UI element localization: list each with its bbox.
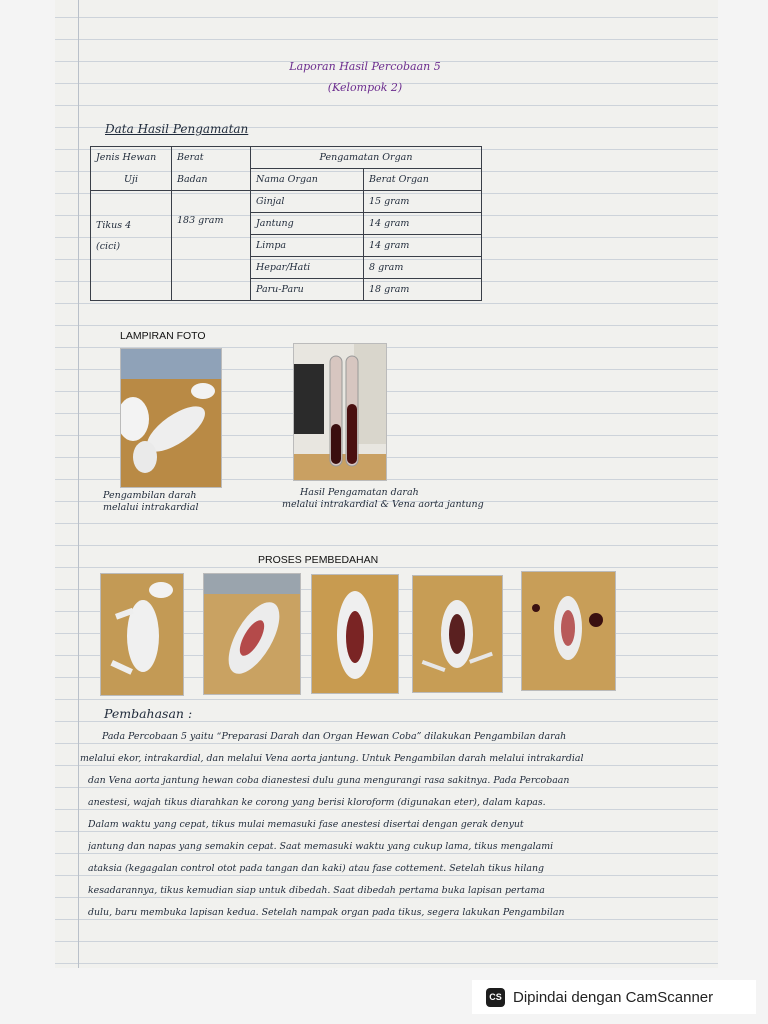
header-berat: Berat (172, 147, 251, 169)
photo-section-label: LAMPIRAN FOTO (120, 330, 206, 342)
header-nama-organ: Nama Organ (251, 169, 364, 191)
organ-weight: 14 gram (364, 213, 482, 235)
surgery-photo-4 (412, 575, 503, 693)
discussion-label: Pembahasan : (104, 706, 193, 721)
caption-blood-result: Hasil Pengamatan darah (300, 487, 419, 498)
surgery-photo-3-image (312, 575, 398, 693)
surgery-section-label: PROSES PEMBEDAHAN (258, 554, 379, 566)
header-badan: Badan (172, 169, 251, 191)
header-pengamatan-organ: Pengamatan Organ (251, 147, 482, 169)
animal-note: (cici) (96, 241, 121, 252)
organ-name: Jantung (251, 213, 364, 235)
margin-line (78, 0, 79, 968)
scanner-watermark (472, 980, 756, 1014)
discussion-line: dan Vena aorta jantung hewan coba dianestesi dulu guna mengurangi rasa sakitnya. Pada Percobaan (88, 775, 570, 786)
organ-weight: 8 gram (364, 257, 482, 279)
organ-weight: 18 gram (364, 279, 482, 301)
table-row (91, 191, 482, 213)
discussion-line: ataksia (kegagalan control otot pada tangan dan kaki) atau fase cottement. Setelah tikus hilang (88, 863, 545, 874)
surgery-photo-5-image (522, 572, 615, 690)
organ-name: Ginjal (251, 191, 364, 213)
discussion-line: Pada Percobaan 5 yaitu “Preparasi Darah dan Organ Hewan Coba” dilakukan Pengambilan darah (102, 731, 567, 742)
scanner-watermark-text: Dipindai dengan CamScanner (513, 988, 714, 1006)
surgery-photo-1 (100, 573, 184, 696)
organ-weight: 15 gram (364, 191, 482, 213)
discussion-line: anestesi, wajah tikus diarahkan ke corong yang berisi kloroform (digunakan eter), dalam kapas. (88, 797, 546, 808)
surgery-photo-1-image (101, 574, 183, 695)
table-row (91, 169, 482, 191)
discussion-paragraph (80, 726, 708, 924)
report-subtitle: (Kelompok 2) (327, 81, 403, 94)
photo-blood-draw-image (121, 349, 221, 487)
camscanner-icon: CS (486, 988, 505, 1007)
surgery-photo-2 (203, 573, 301, 695)
photo-blood-result-image (294, 344, 386, 480)
organ-name: Paru-Paru (251, 279, 364, 301)
discussion-line: kesadarannya, tikus kemudian siap untuk dibedah. Saat dibedah pertama buka lapisan pertama (88, 885, 545, 896)
report-title: Laporan Hasil Percobaan 5 (289, 60, 441, 73)
caption-blood-draw: Pengambilan darah (103, 490, 197, 501)
discussion-line: melalui ekor, intrakardial, dan melalui Vena aorta jantung. Untuk Pengambilan darah melalui intrakardial (80, 753, 584, 764)
organ-name: Limpa (251, 235, 364, 257)
data-section-label: Data Hasil Pengamatan (105, 122, 249, 136)
header-berat-organ: Berat Organ (364, 169, 482, 191)
table-row (91, 147, 482, 169)
photo-blood-result (293, 343, 387, 481)
body-weight: 183 gram (172, 191, 251, 301)
caption-blood-result-sub: melalui intrakardial & Vena aorta jantung (282, 499, 484, 510)
surgery-photo-2-image (204, 574, 300, 694)
discussion-line: Dalam waktu yang cepat, tikus mulai memasuki fase anestesi disertai dengan gerak denyut (88, 819, 524, 830)
organ-weight: 14 gram (364, 235, 482, 257)
organ-name: Hepar/Hati (251, 257, 364, 279)
observation-table (90, 146, 482, 301)
caption-blood-draw-sub: melalui intrakardial (103, 502, 199, 513)
surgery-photo-5 (521, 571, 616, 691)
surgery-photo-4-image (413, 576, 502, 692)
photo-blood-draw (120, 348, 222, 488)
discussion-line: jantung dan napas yang semakin cepat. Saat memasuki waktu yang cukup lama, tikus mengalami (88, 841, 554, 852)
discussion-line: dulu, baru membuka lapisan kedua. Setelah nampak organ pada tikus, segera lakukan Pengambilan (88, 907, 565, 918)
header-jenis-hewan: Jenis Hewan (91, 147, 172, 169)
header-uji: Uji (91, 169, 172, 191)
animal-name: Tikus 4 (96, 220, 132, 231)
surgery-photo-3 (311, 574, 399, 694)
